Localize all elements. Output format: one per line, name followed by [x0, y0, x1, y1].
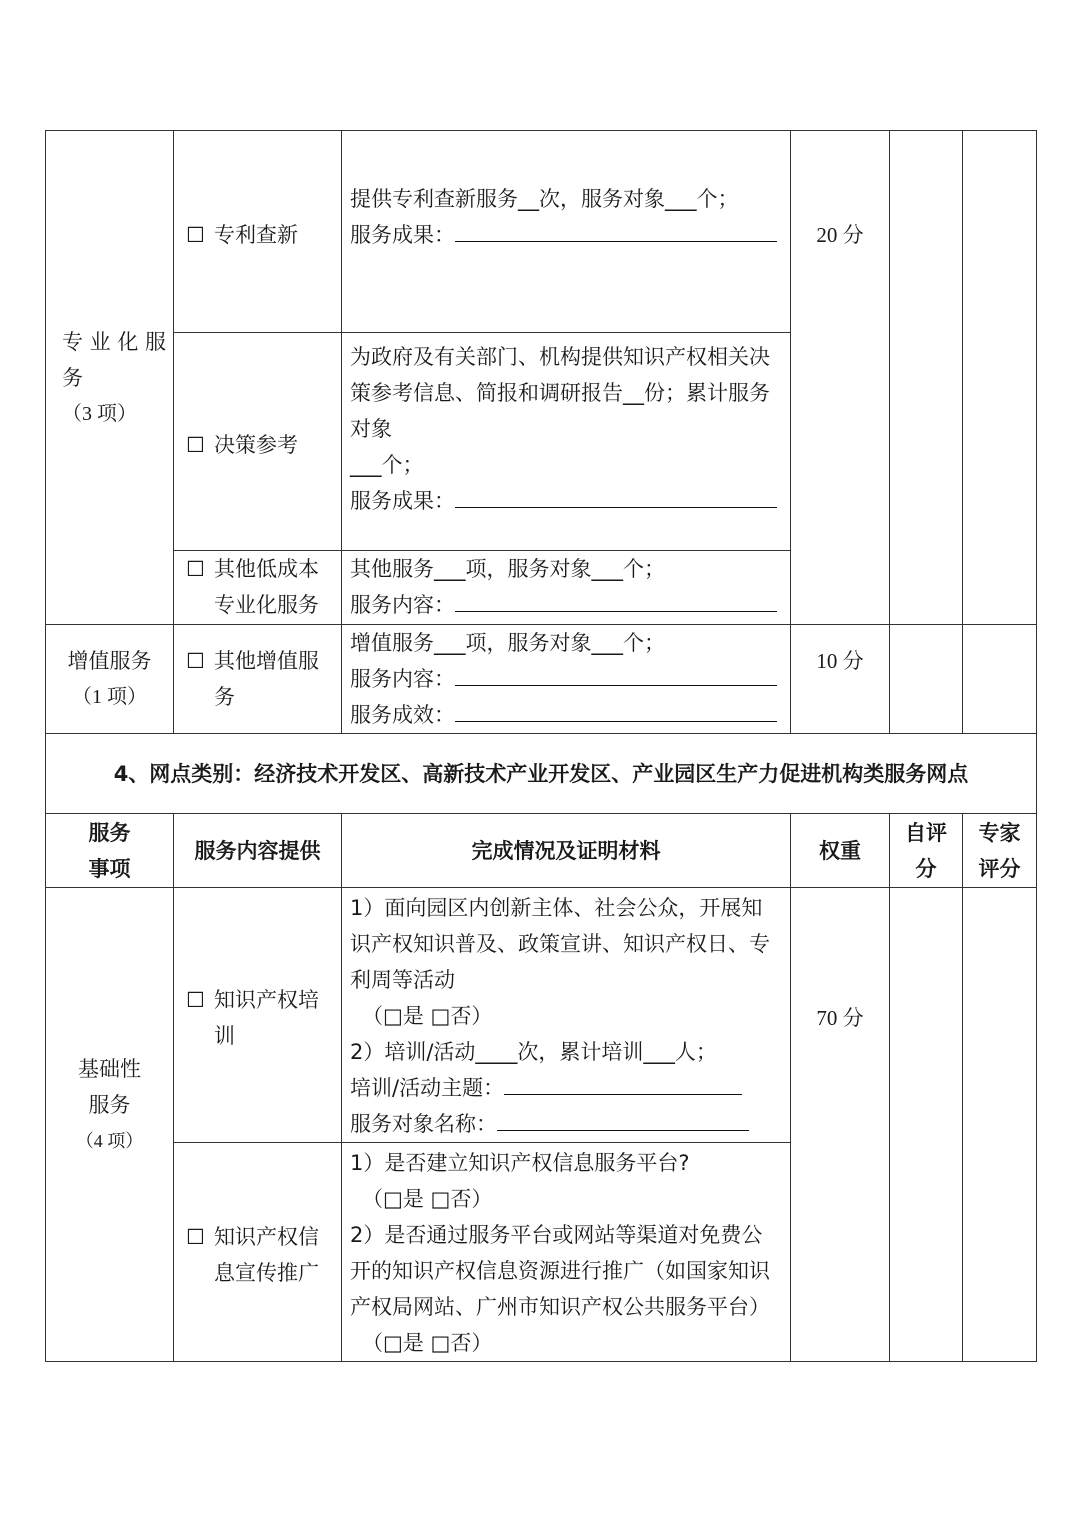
fill-in-blank[interactable] [455, 217, 777, 242]
detail-line: 培训/活动主题： [350, 1076, 505, 1100]
item-patent-search [174, 131, 342, 333]
expert-score-cell[interactable] [963, 625, 1037, 734]
detail-line: 服务成效： [350, 703, 455, 727]
checkbox[interactable]: ☐ [186, 223, 205, 247]
checkbox[interactable]: ☐ [186, 557, 205, 581]
evaluation-table [45, 130, 1037, 1362]
detail-line: 利周等活动 [350, 968, 455, 992]
item-label-line1: 知识产权培 [214, 988, 319, 1012]
header-text: 评分 [978, 856, 1021, 881]
weight-value: 70 分 [816, 1006, 864, 1030]
weight-cell [791, 888, 890, 1362]
weight-cell [791, 625, 890, 734]
detail-line: 为政府及有关部门、机构提供知识产权相关决 [350, 345, 770, 369]
weight-value: 10 分 [816, 649, 864, 673]
header-service-content: 服务内容提供 [174, 814, 342, 888]
detail-line: 服务内容： [350, 593, 455, 617]
item-ip-training [174, 888, 342, 1143]
fill-in-blank[interactable] [455, 661, 777, 686]
header-service-item [46, 814, 174, 888]
item-decision-ref [174, 333, 342, 551]
fill-in-blank[interactable] [455, 697, 777, 722]
detail-line: 2）是否通过服务平台或网站等渠道对免费公 [350, 1223, 763, 1247]
item-label-line2: 训 [214, 1024, 235, 1048]
detail-line: 开的知识产权信息资源进行推广（如国家知识 [350, 1259, 770, 1283]
detail-ip-info-promo [342, 1143, 791, 1362]
header-weight: 权重 [791, 814, 890, 888]
self-score-cell[interactable] [890, 625, 963, 734]
header-text: 服务 [88, 820, 131, 845]
category-label: 增值服务 [67, 649, 152, 673]
row-patent-search [46, 131, 1037, 333]
category-label-line2: 服务 [88, 1092, 131, 1117]
detail-line: 增值服务___项，服务对象___个； [350, 631, 665, 655]
row-ip-training [46, 888, 1037, 1143]
detail-line: ___个； [350, 453, 424, 477]
expert-score-cell[interactable] [963, 888, 1037, 1362]
section-title: 4、网点类别：经济技术开发区、高新技术产业开发区、产业园区生产力促进机构类服务网点 [46, 734, 1037, 814]
item-other-low-cost [174, 551, 342, 625]
detail-line: 策参考信息、简报和调研报告__份；累计服务 [350, 381, 770, 405]
item-label-line1: 其他低成本 [214, 557, 319, 581]
detail-patent-search [342, 131, 791, 333]
row-section-title [46, 734, 1037, 814]
item-ip-info-promo [174, 1143, 342, 1362]
fill-in-blank[interactable] [455, 483, 777, 508]
header-expert-score [963, 814, 1037, 888]
category-value-added [46, 625, 174, 734]
detail-line: 1）是否建立知识产权信息服务平台? [350, 1151, 690, 1175]
detail-line: 服务成果： [350, 223, 455, 247]
header-completion: 完成情况及证明材料 [342, 814, 791, 888]
item-label: 决策参考 [214, 433, 298, 457]
item-label-line2: 务 [214, 685, 235, 709]
category-count: （3 项） [62, 402, 137, 425]
category-label-line1: 专 业 化 服 [62, 329, 167, 354]
category-basic [46, 888, 174, 1362]
item-label-line1: 其他增值服 [214, 649, 319, 673]
detail-decision-ref [342, 333, 791, 551]
category-count: （4 项） [75, 1130, 144, 1151]
fill-in-blank[interactable] [504, 1070, 742, 1095]
header-text: 自评 [905, 820, 947, 845]
self-score-cell[interactable] [890, 888, 963, 1362]
detail-line: 产权局网站、广州市知识产权公共服务平台） [350, 1295, 770, 1319]
item-other-value-added [174, 625, 342, 734]
item-label-line2: 息宣传推广 [214, 1261, 319, 1285]
item-label: 专利查新 [214, 223, 298, 247]
checkbox[interactable]: ☐ [186, 649, 205, 673]
detail-ip-training [342, 888, 791, 1143]
checkbox[interactable]: ☐ [186, 988, 205, 1012]
fill-in-blank[interactable] [497, 1106, 749, 1131]
item-label-line1: 知识产权信 [214, 1225, 319, 1249]
yes-no-options[interactable]: （□是 □否） [362, 1331, 493, 1355]
detail-line: 提供专利查新服务__次，服务对象___个； [350, 187, 739, 211]
header-text: 分 [915, 856, 937, 881]
weight-value: 20 分 [816, 223, 864, 247]
yes-no-options[interactable]: （□是 □否） [362, 1004, 493, 1028]
weight-cell [791, 131, 890, 625]
detail-line: 1）面向园区内创新主体、社会公众，开展知 [350, 896, 763, 920]
detail-line: 2）培训/活动____次，累计培训___人； [350, 1040, 717, 1064]
detail-line: 服务内容： [350, 667, 455, 691]
detail-line: 服务对象名称： [350, 1112, 497, 1136]
self-score-cell[interactable] [890, 131, 963, 625]
category-count: （1 项） [72, 686, 147, 708]
fill-in-blank[interactable] [455, 587, 777, 612]
header-text: 事项 [88, 856, 131, 881]
detail-line: 服务成果： [350, 489, 455, 513]
header-text: 专家 [978, 820, 1021, 845]
category-specialized [46, 131, 174, 625]
checkbox[interactable]: ☐ [186, 433, 205, 457]
detail-line: 识产权知识普及、政策宣讲、知识产权日、专 [350, 932, 770, 956]
row-value-added [46, 625, 1037, 734]
detail-line: 其他服务___项，服务对象___个； [350, 557, 665, 581]
expert-score-cell[interactable] [963, 131, 1037, 625]
item-label-line2: 专业化服务 [214, 593, 319, 617]
detail-other-low-cost [342, 551, 791, 625]
detail-other-value-added [342, 625, 791, 734]
detail-line: 对象 [350, 417, 392, 441]
yes-no-options[interactable]: （□是 □否） [362, 1187, 493, 1211]
category-label-line1: 基础性 [78, 1056, 141, 1081]
header-self-score [890, 814, 963, 888]
category-label-line2: 务 [62, 365, 83, 390]
checkbox[interactable]: ☐ [186, 1225, 205, 1249]
row-header [46, 814, 1037, 888]
